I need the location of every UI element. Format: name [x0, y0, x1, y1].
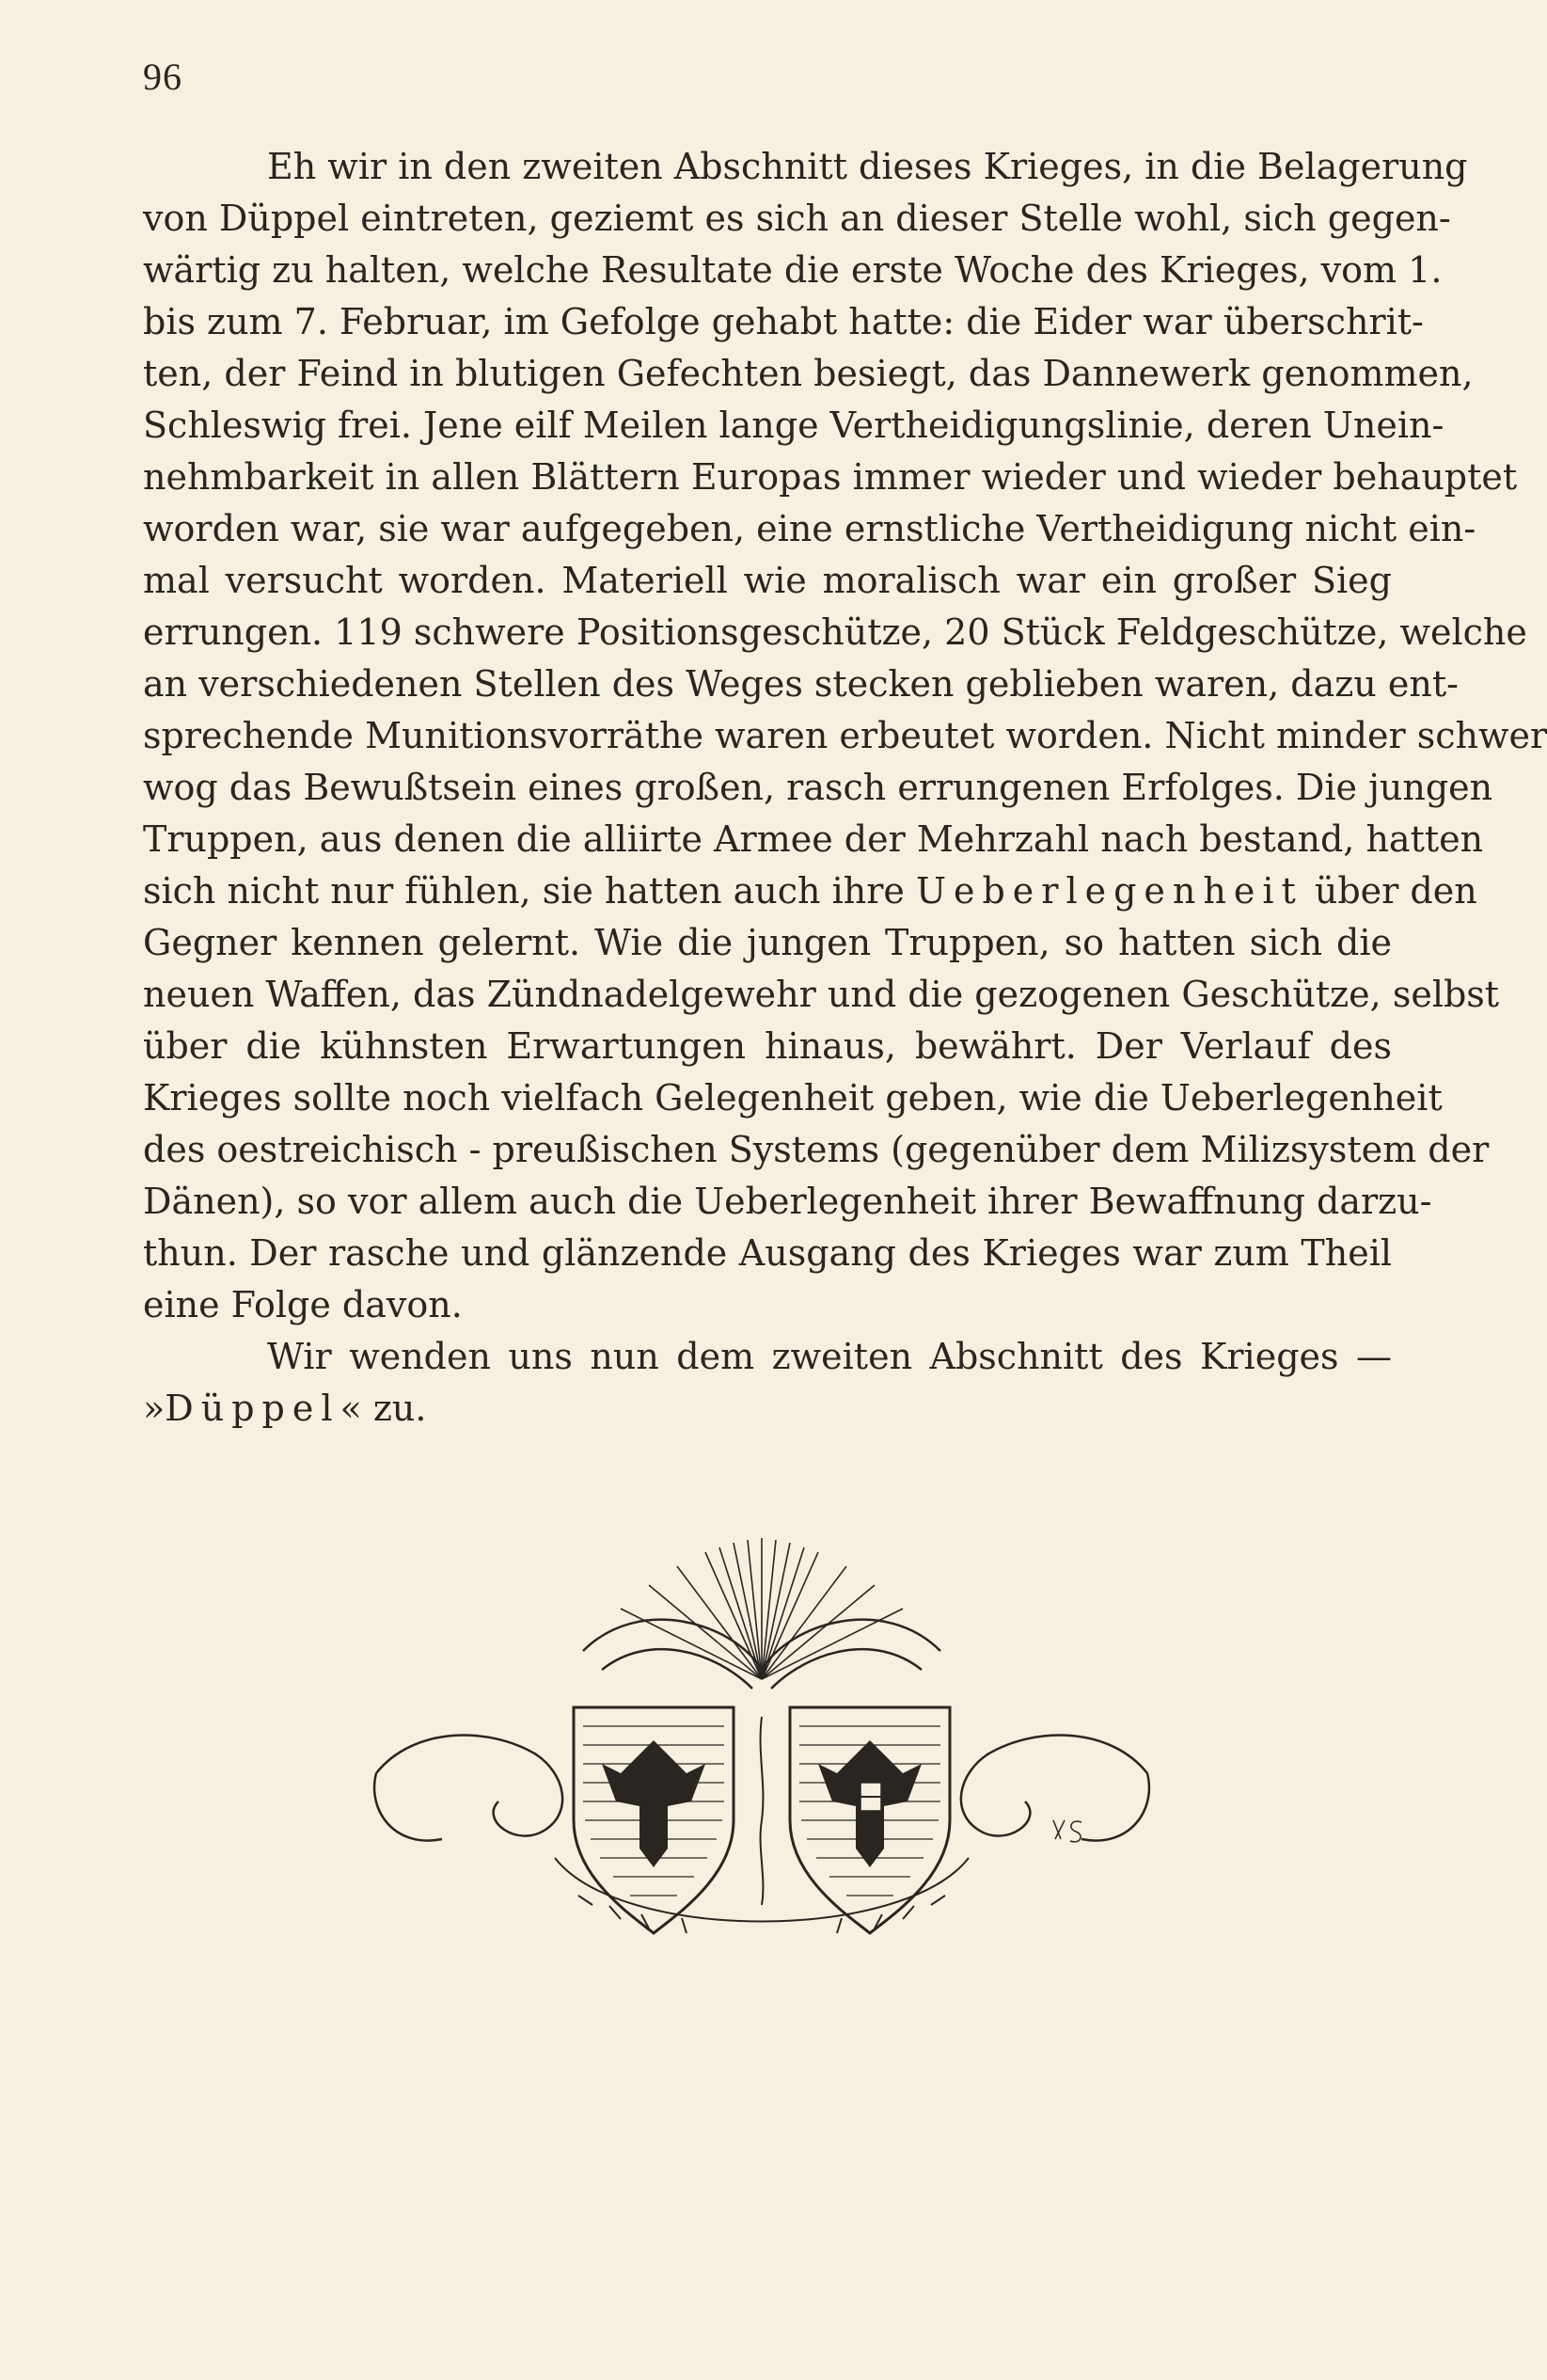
text-line: an verschiedenen Stellen des Weges stecken geblieben waren, dazu ent- [143, 663, 1459, 705]
shield-left [574, 1707, 734, 1933]
monogram-icon [1053, 1820, 1081, 1842]
text-line: Eh wir in den zweiten Abschnitt dieses Krieges, in die Belagerung [267, 146, 1468, 187]
text-line: mal versucht worden. Materiell wie moralisch war ein großer Sieg [143, 560, 1392, 601]
text-line: worden war, sie war aufgegeben, eine ernstliche Vertheidigung nicht ein- [143, 508, 1476, 549]
text-line: nehmbarkeit in allen Blättern Europas immer wieder und wieder behauptet [143, 456, 1518, 498]
text-line-emphasis [143, 865, 1477, 917]
emphasized-word: Düppel [165, 1388, 340, 1429]
text-segment: zu. [372, 1388, 427, 1429]
text-line: über die kühnsten Erwartungen hinaus, bewährt. Der Verlauf des [143, 1025, 1392, 1067]
text-segment: sich nicht nur fühlen, sie hatten auch ihre [143, 870, 905, 912]
body-text [143, 141, 1547, 1435]
text-segment: über den [1314, 870, 1477, 912]
text-line: eine Folge davon. [143, 1284, 463, 1325]
emphasized-word: Ueberlegenheit [915, 870, 1303, 912]
quote-close: « [339, 1388, 362, 1429]
text-line: ten, der Feind in blutigen Gefechten besiegt, das Dannewerk genommen, [143, 353, 1474, 394]
text-line: des oestreichisch - preußischen Systems (gegenüber dem Milizsystem der [143, 1129, 1490, 1170]
text-line: Krieges sollte noch vielfach Gelegenheit geben, wie die Ueberlegenheit [143, 1077, 1443, 1119]
text-line: von Düppel eintreten, geziemt es sich an dieser Stelle wohl, sich gegen- [143, 198, 1451, 239]
text-line: neuen Waffen, das Zündnadelgewehr und die gezogenen Geschütze, selbst [143, 974, 1500, 1015]
quote-open: » [143, 1388, 166, 1429]
text-line: bis zum 7. Februar, im Gefolge gehabt hatte: die Eider war überschrit- [143, 301, 1424, 342]
text-line: errungen. 119 schwere Positionsgeschütze, 20 Stück Feldgeschütze, welche [143, 611, 1527, 653]
sunburst-rays [621, 1538, 903, 1679]
text-line: wog das Bewußtsein eines großen, rasch errungenen Erfolges. Die jungen [143, 767, 1493, 808]
shield-right [790, 1707, 950, 1933]
page-number: 96 [143, 56, 182, 98]
text-line-emphasis [143, 1383, 1392, 1435]
text-line: sprechende Munitionsvorräthe waren erbeutet worden. Nicht minder schwer [143, 715, 1547, 756]
coat-of-arms-vignette-icon [339, 1538, 1185, 1971]
text-line: Wir wenden uns nun dem zweiten Abschnitt des Krieges — [267, 1336, 1392, 1377]
text-line: Schleswig frei. Jene eilf Meilen lange Vertheidigungslinie, deren Unein- [143, 405, 1444, 446]
text-line: thun. Der rasche und glänzende Ausgang des Krieges war zum Theil [143, 1232, 1392, 1274]
text-line: Dänen), so vor allem auch die Ueberlegenheit ihrer Bewaffnung darzu- [143, 1181, 1432, 1222]
text-line: Truppen, aus denen die alliirte Armee der Mehrzahl nach bestand, hatten [143, 818, 1484, 860]
ribbon-center [761, 1717, 764, 1905]
text-line: Gegner kennen gelernt. Wie die jungen Truppen, so hatten sich die [143, 922, 1392, 963]
text-line: wärtig zu halten, welche Resultate die erste Woche des Krieges, vom 1. [143, 249, 1443, 291]
